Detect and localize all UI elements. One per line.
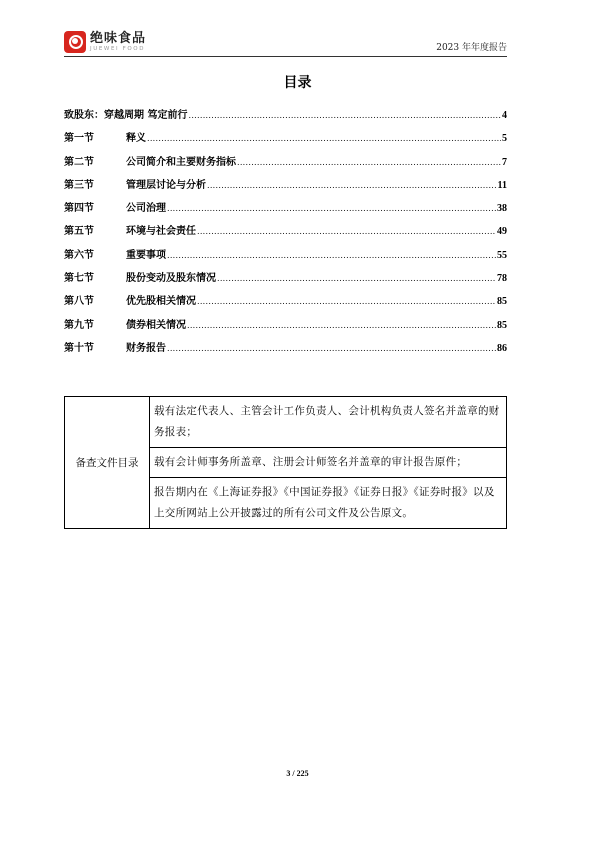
toc-leader-dots xyxy=(188,110,501,121)
toc-section-number: 第一节 xyxy=(64,133,94,145)
toc-section-number: 第二节 xyxy=(64,156,94,168)
toc-leader-dots xyxy=(197,296,496,307)
toc-entry[interactable] xyxy=(64,316,507,339)
toc-entry[interactable] xyxy=(64,153,507,176)
toc-section-number: 第四节 xyxy=(64,203,94,215)
toc-page-number: 85 xyxy=(497,319,507,331)
toc-section-name: 公司简介和主要财务指标 xyxy=(126,156,236,168)
toc-page-number: 7 xyxy=(502,156,507,168)
toc-page-number: 85 xyxy=(497,296,507,308)
toc-section-number: 第八节 xyxy=(64,296,94,308)
toc-entry[interactable] xyxy=(64,339,507,362)
toc-section-name: 释义 xyxy=(126,133,146,145)
reference-documents-label: 备查文件目录 xyxy=(65,397,150,529)
toc-page-number: 5 xyxy=(502,133,507,145)
toc-section-name: 管理层讨论与分析 xyxy=(126,179,206,191)
toc-leader-dots xyxy=(187,320,496,331)
toc-page-number: 4 xyxy=(502,110,507,121)
toc-section-name: 穿越周期 笃定前行 xyxy=(104,110,188,121)
table-of-contents xyxy=(64,106,507,362)
toc-section-name: 财务报告 xyxy=(126,342,166,354)
toc-leader-dots xyxy=(217,273,496,284)
toc-title: 目录 xyxy=(283,75,312,91)
reference-document-item: 载有法定代表人、主管会计工作负责人、会计机构负责人签名并盖章的财务报表； xyxy=(150,397,507,448)
toc-entry[interactable] xyxy=(64,246,507,269)
toc-section-number: 第六节 xyxy=(64,249,94,261)
toc-entry[interactable] xyxy=(64,106,507,129)
toc-entry[interactable] xyxy=(64,199,507,222)
toc-section-number: 第五节 xyxy=(64,226,94,238)
page-header xyxy=(64,28,507,56)
toc-entry[interactable] xyxy=(64,129,507,152)
toc-page-number: 78 xyxy=(497,273,507,285)
toc-page-number: 49 xyxy=(497,226,507,238)
juewei-logo-icon xyxy=(64,31,86,53)
table-row xyxy=(65,397,507,448)
toc-entry[interactable] xyxy=(64,292,507,315)
toc-section-number: 致股东： xyxy=(64,110,104,121)
toc-section-number: 第九节 xyxy=(64,319,94,331)
toc-section-name: 公司治理 xyxy=(126,203,166,215)
reference-document-item: 报告期内在《上海证券报》《中国证券报》《证券日报》《证券时报》以及上交所网站上公开披露过的所有公司文件及公告原文。 xyxy=(150,478,507,529)
toc-entry[interactable] xyxy=(64,176,507,199)
toc-leader-dots xyxy=(237,157,501,168)
toc-leader-dots xyxy=(197,226,496,237)
toc-entry[interactable] xyxy=(64,222,507,245)
page-number: 3 / 225 xyxy=(286,769,309,778)
toc-leader-dots xyxy=(167,343,496,354)
report-title: 2023 年年度报告 xyxy=(436,43,507,53)
logo-english-name: JUEWEI FOOD xyxy=(90,45,146,52)
company-logo xyxy=(64,30,146,54)
toc-page-number: 86 xyxy=(497,342,507,354)
toc-section-name: 股份变动及股东情况 xyxy=(126,273,216,285)
reference-document-item: 载有会计师事务所盖章、注册会计师签名并盖章的审计报告原件； xyxy=(150,448,507,478)
toc-section-number: 第十节 xyxy=(64,342,94,354)
toc-section-name: 重要事项 xyxy=(126,249,166,261)
toc-leader-dots xyxy=(167,250,496,261)
toc-leader-dots xyxy=(207,180,497,191)
toc-section-number: 第七节 xyxy=(64,273,94,285)
toc-page-number: 38 xyxy=(497,203,507,215)
toc-section-name: 债券相关情况 xyxy=(126,319,186,331)
reference-documents-table xyxy=(64,396,507,529)
toc-leader-dots xyxy=(147,133,501,144)
toc-page-number: 11 xyxy=(497,179,507,191)
header-divider xyxy=(64,56,507,57)
toc-entry[interactable] xyxy=(64,269,507,292)
toc-section-number: 第三节 xyxy=(64,179,94,191)
toc-section-name: 环境与社会责任 xyxy=(126,226,196,238)
toc-page-number: 55 xyxy=(497,249,507,261)
toc-leader-dots xyxy=(167,203,496,214)
logo-text xyxy=(90,32,146,53)
logo-chinese-name: 绝味食品 xyxy=(90,30,147,46)
toc-section-name: 优先股相关情况 xyxy=(126,296,196,308)
